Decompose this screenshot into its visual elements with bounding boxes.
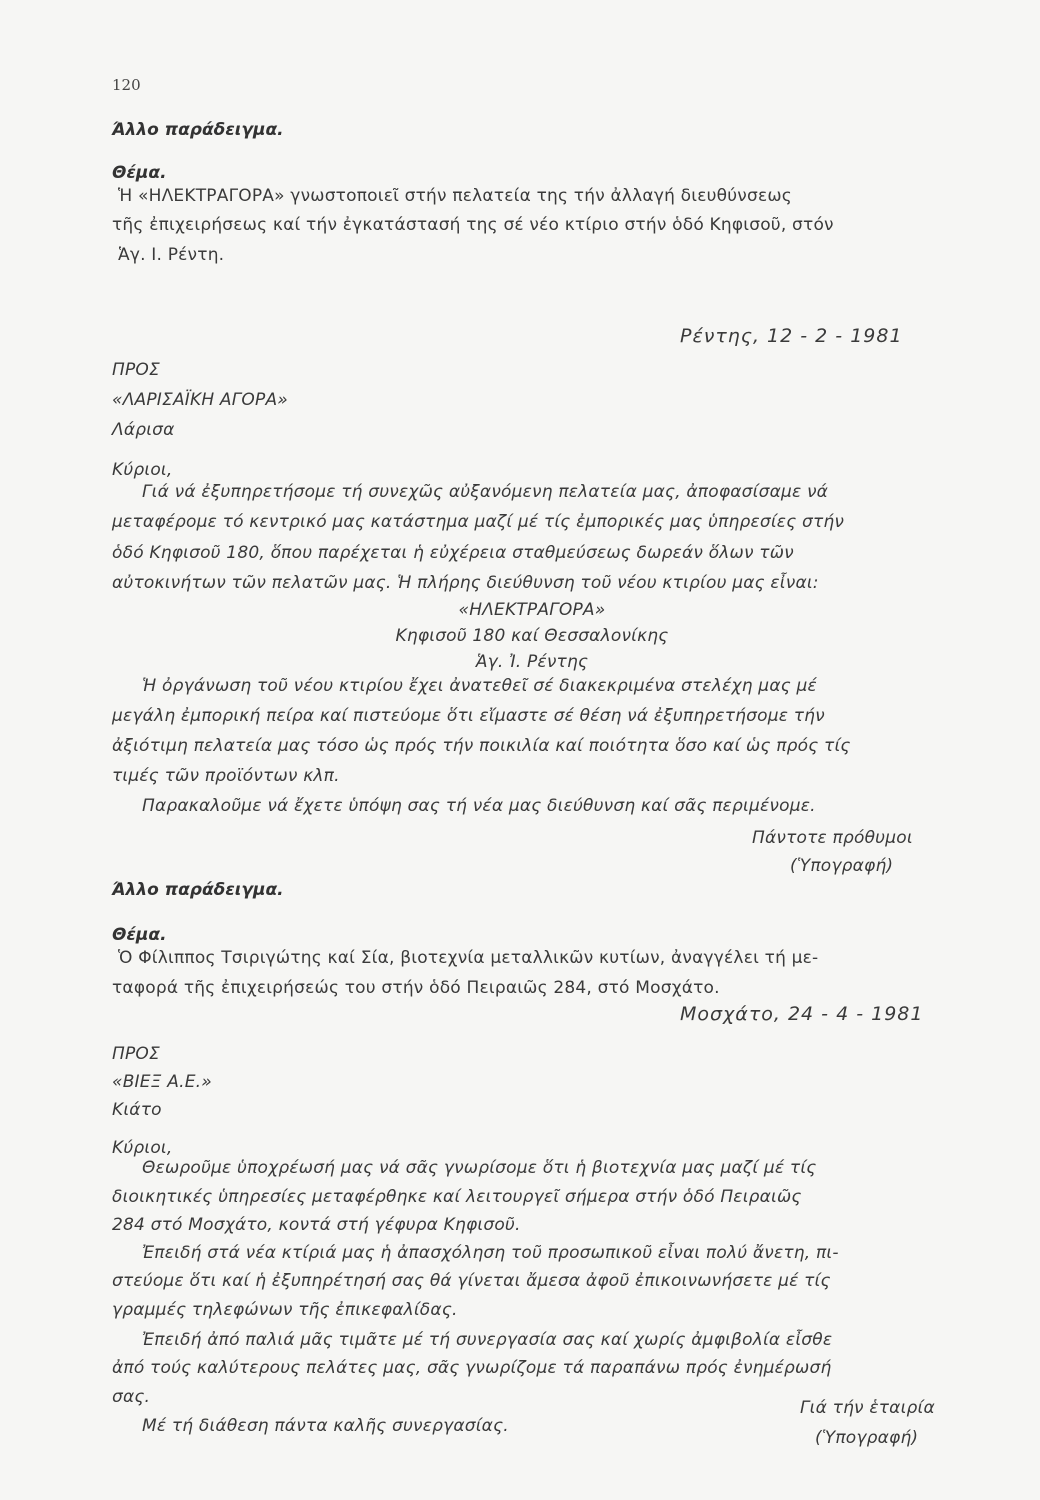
body-line: Ἐπειδή στά νέα κτίριά μας ἡ ἀπασχόληση τοῦ προσωπικοῦ εἶναι πολύ ἄνετη, πι- [142,1243,839,1263]
recipient-line: ΠΡΟΣ [112,1044,160,1064]
recipient-line: ΠΡΟΣ [112,360,160,380]
subject-line: Ἡ «ΗΛΕΚΤΡΑΓΟΡΑ» γνωστοποιεῖ στήν πελατεία της τήν ἀλλαγή διευθύνσεως [118,186,792,206]
recipient-line: «ΒΙΕΞ Α.Ε.» [112,1072,212,1092]
body-line: σας. [112,1387,151,1407]
body-line: 284 στό Μοσχάτο, κοντά στή γέφυρα Κηφισοῦ. [112,1215,521,1235]
body-line: στεύομε ὅτι καί ἡ ἐξυπηρέτησή σας θά γίνεται ἄμεσα ἀφοῦ ἐπικοινωνήσετε μέ τίς [112,1271,831,1291]
body-line: Παρακαλοῦμε νά ἔχετε ὑπόψη σας τή νέα μας διεύθυνση καί σᾶς περιμένομε. [142,796,816,816]
body-line: μεγάλη ἐμπορική πείρα καί πιστεύομε ὅτι εἴμαστε σέ θέση νά ἐξυπηρετήσομε τήν [112,706,825,726]
subject-line: ταφορά τῆς ἐπιχειρήσεώς του στήν ὁδό Πειραιῶς 284, στό Μοσχάτο. [112,978,720,998]
body-line: μεταφέρομε τό κεντρικό μας κατάστημα μαζί μέ τίς ἐμπορικές μας ὑπηρεσίες στήν [112,512,845,532]
subject-line: τῆς ἐπιχειρήσεως καί τήν ἐγκατάστασή της σέ νέο κτίριο στήν ὁδό Κηφισοῦ, στόν [112,215,834,235]
closing-line: Γιά τήν ἑταιρία [800,1398,935,1418]
subject-label: Θέμα. [112,925,167,945]
recipient-line: Κιάτο [112,1100,162,1120]
subject-label: Θέμα. [112,163,167,183]
body-line: αὐτοκινήτων τῶν πελατῶν μας. Ἡ πλήρης διεύθυνση τοῦ νέου κτιρίου μας εἶναι: [112,573,819,593]
body-line: τιμές τῶν προϊόντων κλπ. [112,766,340,786]
recipient-line: «ΛΑΡΙΣΑΪΚΗ ΑΓΟΡΑ» [112,390,288,410]
body-line: ἀξιότιμη πελατεία μας τόσο ὡς πρός τήν ποικιλία καί ποιότητα ὅσο καί ὡς πρός τίς [112,736,851,756]
body-line: ὁδό Κηφισοῦ 180, ὅπου παρέχεται ἡ εὐχέρεια σταθμεύσεως δωρεάν ὅλων τῶν [112,543,794,563]
page-number: 120 [112,76,141,94]
body-line: Ἐπειδή ἀπό παλιά μᾶς τιμᾶτε μέ τή συνεργασία σας καί χωρίς ἀμφιβολία εἶσθε [142,1330,833,1350]
signature-line: (Ὑπογραφή) [790,856,894,876]
recipient-line: Λάρισα [112,420,175,440]
body-line: γραμμές τηλεφώνων τῆς ἐπικεφαλίδας. [112,1300,458,1320]
example-heading: Άλλο παράδειγμα. [112,880,284,900]
address-line: Ἁγ. Ἰ. Ρέντης [475,652,589,672]
letter-date: Ρέντης, 12 - 2 - 1981 [680,325,903,347]
body-line: Θεωροῦμε ὑποχρέωσή μας νά σᾶς γνωρίσομε ὅτι ἡ βιοτεχνία μας μαζί μέ τίς [142,1158,817,1178]
signature-line: (Ὑπογραφή) [815,1428,919,1448]
body-line: ἀπό τούς καλύτερους πελάτες μας, σᾶς γνωρίζομε τά παραπάνω πρός ἐνημέρωσή [112,1358,832,1378]
address-line: «ΗΛΕΚΤΡΑΓΟΡΑ» [458,600,606,620]
salutation: Κύριοι, [112,460,173,480]
body-line: Μέ τή διάθεση πάντα καλῆς συνεργασίας. [142,1416,509,1436]
letter-date: Μοσχάτο, 24 - 4 - 1981 [680,1003,924,1025]
subject-line: Ὁ Φίλιππος Τσιριγώτης καί Σία, βιοτεχνία μεταλλικῶν κυτίων, ἀναγγέλει τή με- [118,948,819,968]
subject-line: Ἁγ. Ι. Ρέντη. [118,245,225,265]
body-line: διοικητικές ὑπηρεσίες μεταφέρθηκε καί λειτουργεῖ σήμερα στήν ὁδό Πειραιῶς [112,1187,802,1207]
salutation: Κύριοι, [112,1138,173,1158]
example-heading: Άλλο παράδειγμα. [112,120,284,140]
body-line: Γιά νά ἐξυπηρετήσομε τή συνεχῶς αὐξανόμενη πελατεία μας, ἀποφασίσαμε νά [142,482,829,502]
body-line: Ἡ ὀργάνωση τοῦ νέου κτιρίου ἔχει ἀνατεθεῖ σέ διακεκριμένα στελέχη μας μέ [142,676,817,696]
closing-line: Πάντοτε πρόθυμοι [752,828,913,848]
address-line: Κηφισοῦ 180 καί Θεσσαλονίκης [395,626,669,646]
